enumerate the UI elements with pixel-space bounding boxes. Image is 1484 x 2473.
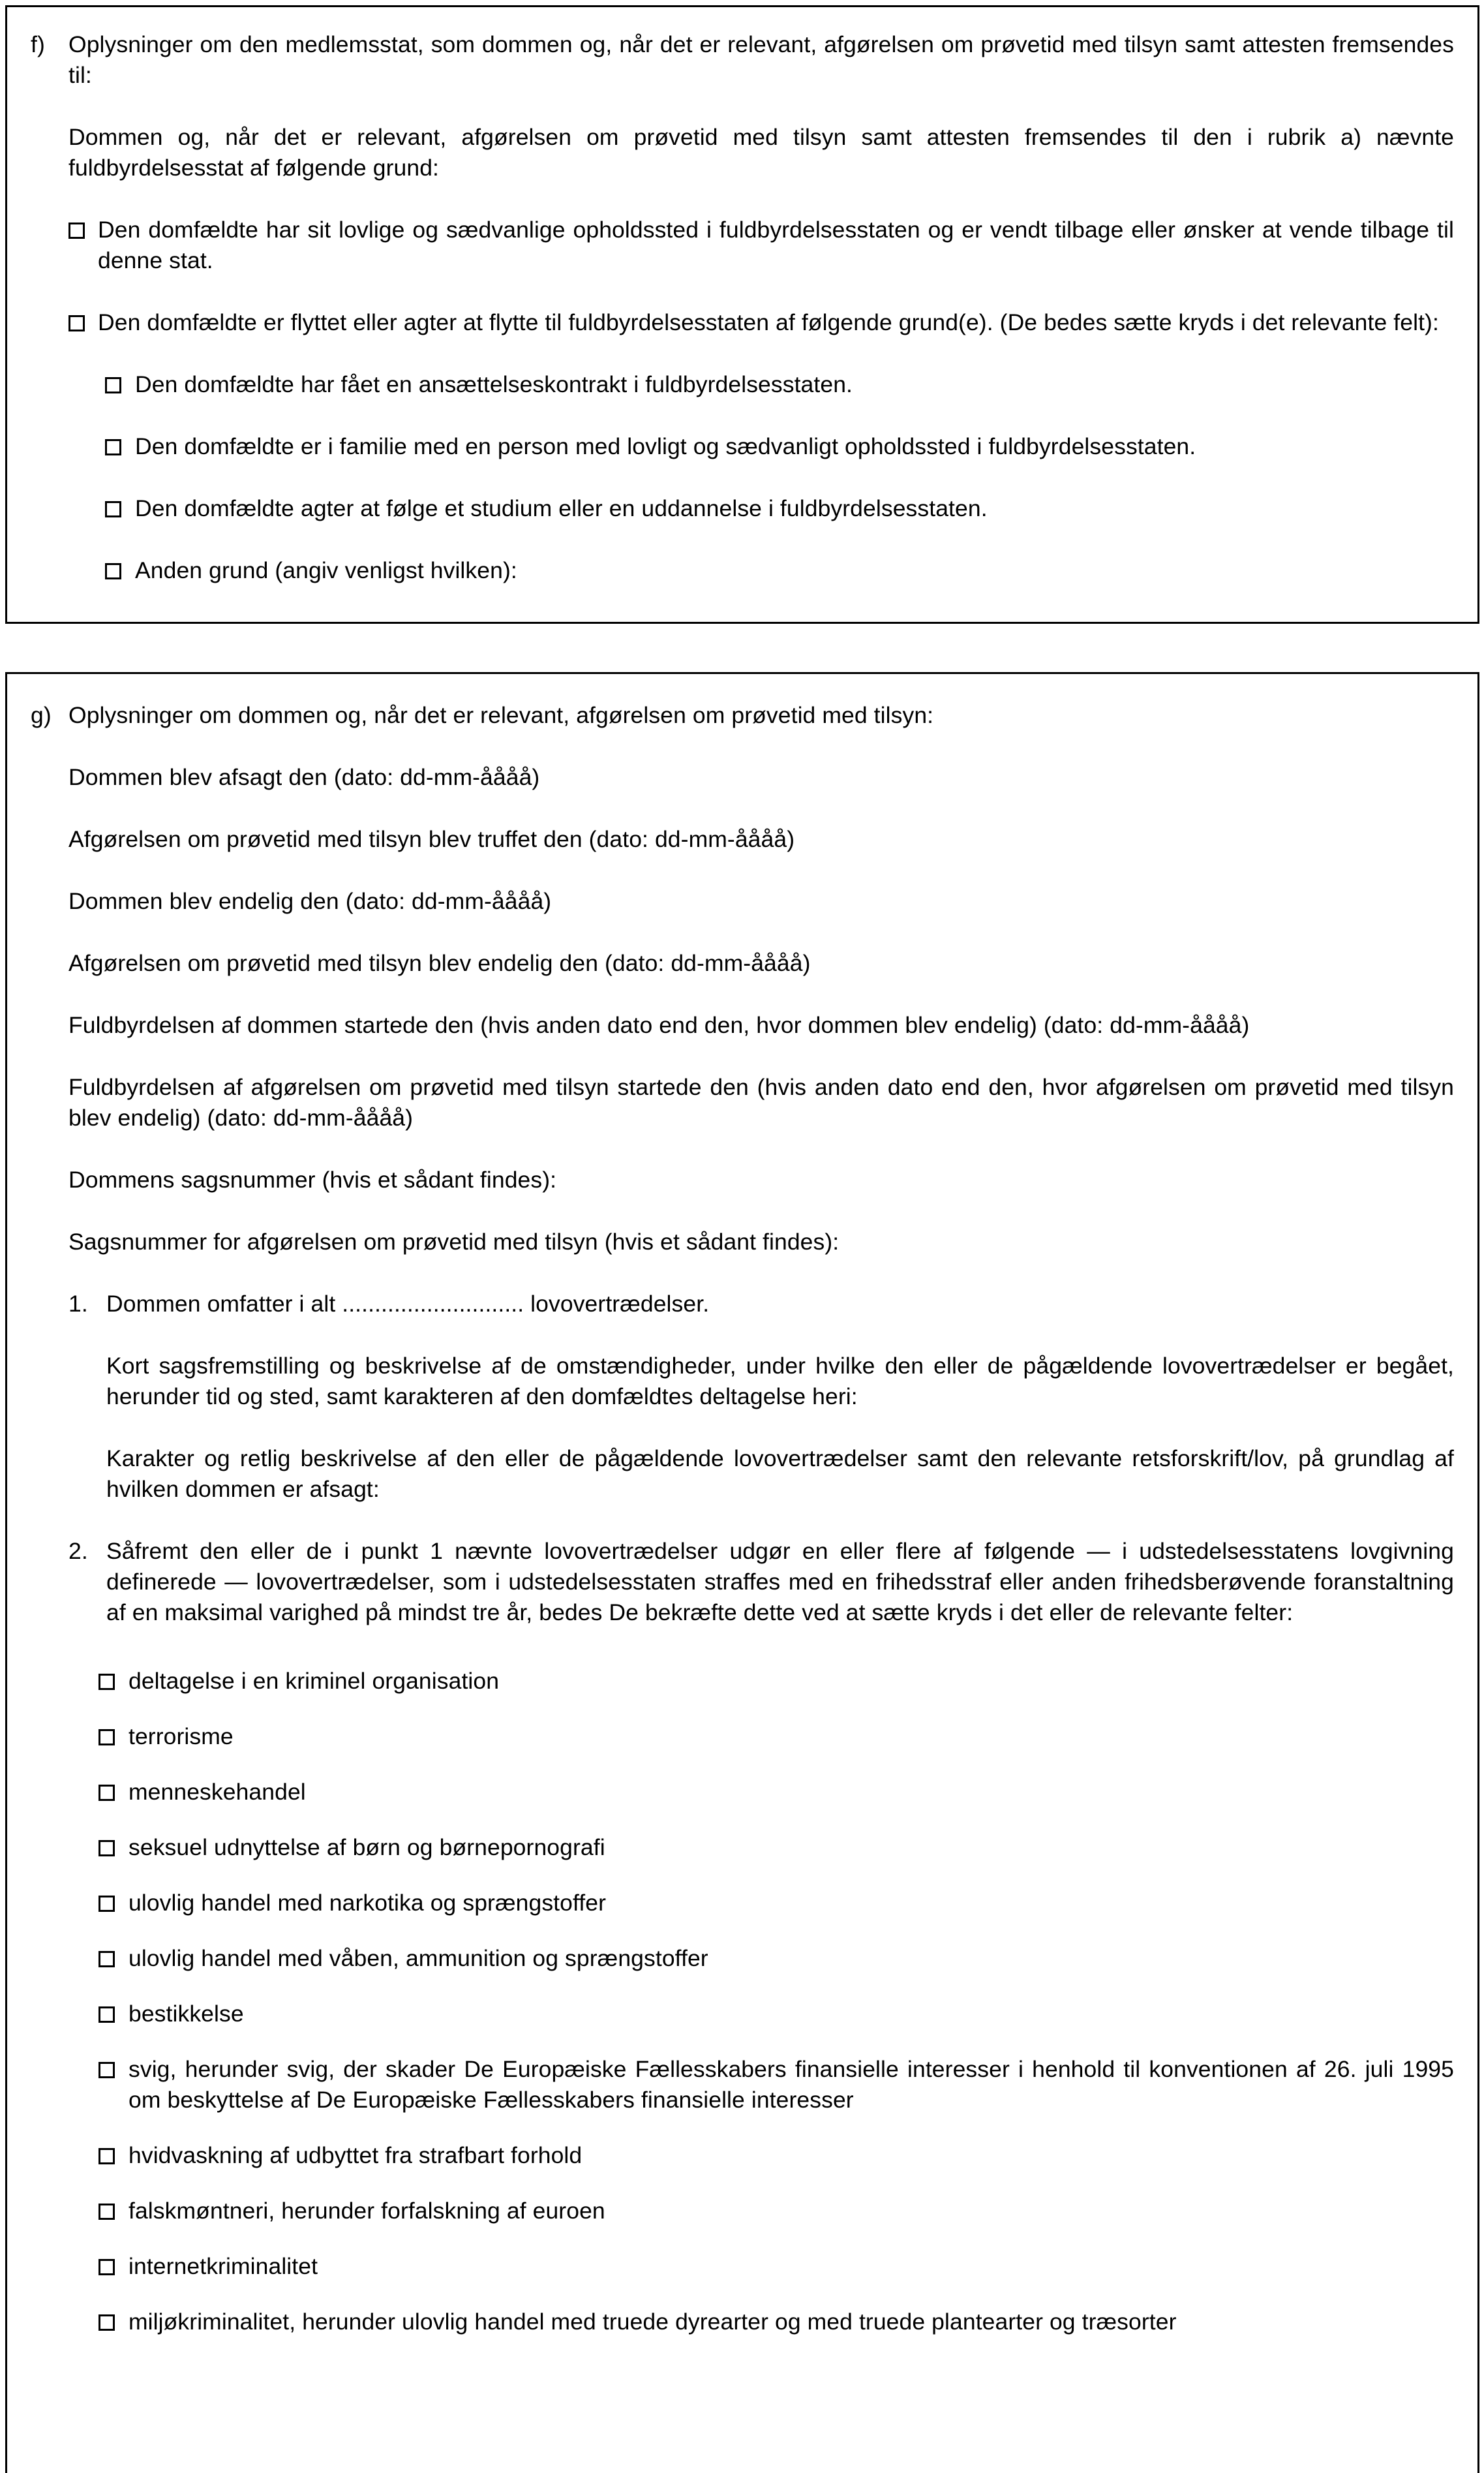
offence-checkbox-money-laundering[interactable] — [31, 2140, 1454, 2171]
checkbox-icon[interactable] — [105, 563, 121, 579]
checkbox-icon[interactable] — [98, 2062, 115, 2078]
spacer — [31, 1195, 1454, 1227]
case-number-probation-decision: Sagsnummer for afgørelsen om prøvetid med tilsyn (hvis et sådant findes): — [68, 1229, 840, 1255]
checkbox-icon[interactable] — [98, 2204, 115, 2220]
spacer — [31, 1628, 1454, 1666]
case-number-judgment: Dommens sagsnummer (hvis et sådant findes): — [68, 1167, 557, 1193]
checkbox-option-f2c-label: Den domfældte agter at følge et studium eller en uddannelse i fuldbyrdelsesstaten. — [135, 495, 988, 521]
checkbox-icon[interactable] — [105, 377, 121, 393]
checkbox-option-f2b[interactable] — [31, 431, 1454, 462]
spacer — [31, 462, 1454, 493]
checkbox-option-f1[interactable] — [31, 215, 1454, 276]
offence-checkbox-arms-trafficking[interactable] — [31, 1943, 1454, 1974]
spacer — [31, 1697, 1454, 1721]
offence-checkbox-terrorism[interactable] — [31, 1721, 1454, 1752]
offence-checkbox-counterfeiting-currency[interactable] — [31, 2196, 1454, 2226]
offence-checkbox-fraud[interactable] — [31, 2054, 1454, 2115]
spacer — [31, 1412, 1454, 1443]
checkbox-option-f2d-label: Anden grund (angiv venligst hvilken): — [135, 557, 517, 583]
spacer — [31, 2226, 1454, 2251]
spacer — [31, 2282, 1454, 2307]
numbered-item-1-text: Dommen omfatter i alt ............................ lovovertrædelser. — [106, 1291, 710, 1317]
numbered-item-2 — [31, 1536, 1454, 1628]
spacer — [31, 400, 1454, 431]
section-g-heading-text: Oplysninger om dommen og, når det er relevant, afgørelsen om prøvetid med tilsyn: — [68, 702, 934, 728]
date-line-judgment-enforcement-start: Fuldbyrdelsen af dommen startede den (hvis anden dato end den, hvor dommen blev endelig) (dato: dd-mm-åååå) — [68, 1012, 1250, 1038]
spacer — [31, 1505, 1454, 1536]
checkbox-icon[interactable] — [98, 2006, 115, 2023]
checkbox-icon[interactable] — [98, 1896, 115, 1912]
section-f-heading-text: Oplysninger om den medlemsstat, som dommen og, når det er relevant, afgørelsen om prøvetid med tilsyn samt attesten fremsendes til: — [68, 31, 1454, 88]
numbered-item-1-marker: 1. — [68, 1291, 88, 1317]
spacer — [31, 731, 1454, 762]
section-f-marker: f) — [31, 31, 45, 57]
offence-label: deltagelse i en kriminel organisation — [129, 1668, 500, 1694]
spacer — [31, 524, 1454, 555]
checkbox-icon[interactable] — [105, 501, 121, 517]
spacer — [31, 2171, 1454, 2196]
offence-checkbox-corruption[interactable] — [31, 1999, 1454, 2029]
numbered-item-2-text: Såfremt den eller de i punkt 1 nævnte lovovertrædelser udgør en eller flere af følgende — i udstedelsesstatens lovgivning definerede — lovovertrædelser, som i udstedelsesstaten straffes med en frihedsstraf eller anden frihedsberøvende foranstaltning af en maksimal varighed på mindst tre år, bedes De bekræfte dette ved at sætte kryds i det eller de relevante felter: — [106, 1538, 1454, 1625]
checkbox-option-f2d[interactable] — [31, 555, 1454, 586]
numbered-item-1 — [31, 1289, 1454, 1319]
checkbox-icon[interactable] — [98, 1785, 115, 1801]
item-1-paragraph-legal-classification: Karakter og retlig beskrivelse af den eller de pågældende lovovertrædelser samt den relevante retsforskrift/lov, på grundlag af hvilken dommen er afsagt: — [106, 1445, 1454, 1502]
offence-label: ulovlig handel med våben, ammunition og sprængstoffer — [129, 1945, 708, 1971]
section-g-box — [5, 672, 1479, 2473]
offence-checkbox-environmental-crime[interactable] — [31, 2307, 1454, 2337]
date-line-probation-decision-final: Afgørelsen om prøvetid med tilsyn blev endelig den (dato: dd-mm-åååå) — [68, 950, 811, 976]
checkbox-icon[interactable] — [98, 2148, 115, 2164]
offence-checkbox-criminal-organisation[interactable] — [31, 1666, 1454, 1697]
section-f-heading — [31, 29, 1454, 91]
spacer — [31, 276, 1454, 307]
offence-checkbox-human-trafficking[interactable] — [31, 1777, 1454, 1807]
checkbox-icon[interactable] — [98, 1729, 115, 1745]
spacer — [31, 183, 1454, 215]
checkbox-icon[interactable] — [68, 223, 85, 239]
section-f-intro: Dommen og, når det er relevant, afgørelsen om prøvetid med tilsyn samt attesten fremsendes til den i rubrik a) nævnte fuldbyrdelsesstat af følgende grund: — [68, 124, 1454, 181]
spacer — [31, 338, 1454, 369]
checkbox-icon[interactable] — [98, 1674, 115, 1690]
spacer — [31, 1752, 1454, 1777]
spacer — [31, 1918, 1454, 1943]
numbered-item-2-marker: 2. — [68, 1538, 88, 1564]
spacer — [31, 91, 1454, 122]
date-line-probation-decision-taken: Afgørelsen om prøvetid med tilsyn blev truffet den (dato: dd-mm-åååå) — [68, 826, 795, 852]
date-line-probation-enforcement-start: Fuldbyrdelsen af afgørelsen om prøvetid med tilsyn startede den (hvis anden dato end den, hvor afgørelsen om prøvetid med tilsyn blev endelig) (dato: dd-mm-åååå) — [68, 1074, 1454, 1131]
spacer — [31, 1863, 1454, 1888]
spacer — [31, 1974, 1454, 1999]
checkbox-option-f2b-label: Den domfældte er i familie med en person med lovligt og sædvanligt opholdssted i fuldbyrdelsesstaten. — [135, 433, 1196, 459]
offence-label: terrorisme — [129, 1723, 234, 1749]
spacer — [31, 793, 1454, 824]
offence-label: seksuel udnyttelse af børn og børnepornografi — [129, 1834, 605, 1860]
section-g-heading — [31, 700, 1454, 731]
checkbox-icon[interactable] — [98, 2259, 115, 2275]
spacer — [31, 1133, 1454, 1165]
spacer — [31, 2029, 1454, 2054]
item-1-paragraph-summary: Kort sagsfremstilling og beskrivelse af de omstændigheder, under hvilke den eller de pågældende lovovertrædelser er begået, herunder tid og sted, samt karakteren af den domfældtes deltagelse heri: — [106, 1353, 1454, 1409]
checkbox-option-f2a[interactable] — [31, 369, 1454, 400]
offence-label: svig, herunder svig, der skader De Europæiske Fællesskabers finansielle interesser i henhold til konventionen af 26. juli 1995 om beskyttelse af De Europæiske Fællesskabers finansielle interesser — [129, 2056, 1454, 2113]
spacer — [31, 979, 1454, 1010]
offence-label: falskmøntneri, herunder forfalskning af euroen — [129, 2198, 605, 2224]
checkbox-icon[interactable] — [68, 315, 85, 331]
offence-checkbox-child-sexual-exploitation[interactable] — [31, 1832, 1454, 1863]
offence-checkbox-computer-crime[interactable] — [31, 2251, 1454, 2282]
checkbox-icon[interactable] — [105, 439, 121, 455]
checkbox-option-f2a-label: Den domfældte har fået en ansættelseskontrakt i fuldbyrdelsesstaten. — [135, 371, 853, 397]
section-g-marker: g) — [31, 702, 52, 728]
spacer — [31, 855, 1454, 886]
offence-label: hvidvaskning af udbyttet fra strafbart forhold — [129, 2142, 583, 2168]
section-f-box — [5, 5, 1479, 624]
checkbox-icon[interactable] — [98, 1840, 115, 1856]
checkbox-option-f1-label: Den domfældte har sit lovlige og sædvanlige opholdssted i fuldbyrdelsesstaten og er vendt tilbage eller ønsker at vende tilbage til denne stat. — [98, 217, 1454, 273]
date-line-judgment-passed: Dommen blev afsagt den (dato: dd-mm-åååå) — [68, 764, 540, 790]
spacer — [31, 1257, 1454, 1289]
offence-label: internetkriminalitet — [129, 2253, 318, 2279]
spacer — [31, 2115, 1454, 2140]
spacer — [31, 917, 1454, 948]
date-line-judgment-final: Dommen blev endelig den (dato: dd-mm-åååå) — [68, 888, 552, 914]
spacer — [31, 1319, 1454, 1351]
checkbox-option-f2c[interactable] — [31, 493, 1454, 524]
spacer — [31, 1807, 1454, 1832]
checkbox-icon[interactable] — [98, 1951, 115, 1967]
offence-label: menneskehandel — [129, 1779, 306, 1805]
offence-checkbox-drug-trafficking[interactable] — [31, 1888, 1454, 1918]
offence-label: ulovlig handel med narkotika og sprængstoffer — [129, 1890, 607, 1916]
checkbox-option-f2-label: Den domfældte er flyttet eller agter at flytte til fuldbyrdelsesstaten af følgende grund(e). (De bedes sætte kryds i det relevante felt): — [98, 309, 1439, 335]
offence-label: miljøkriminalitet, herunder ulovlig handel med truede dyrearter og med truede plantearter og træsorter — [129, 2309, 1177, 2335]
checkbox-icon[interactable] — [98, 2314, 115, 2331]
checkbox-option-f2[interactable] — [31, 307, 1454, 338]
offence-label: bestikkelse — [129, 2001, 244, 2027]
spacer — [31, 1041, 1454, 1072]
